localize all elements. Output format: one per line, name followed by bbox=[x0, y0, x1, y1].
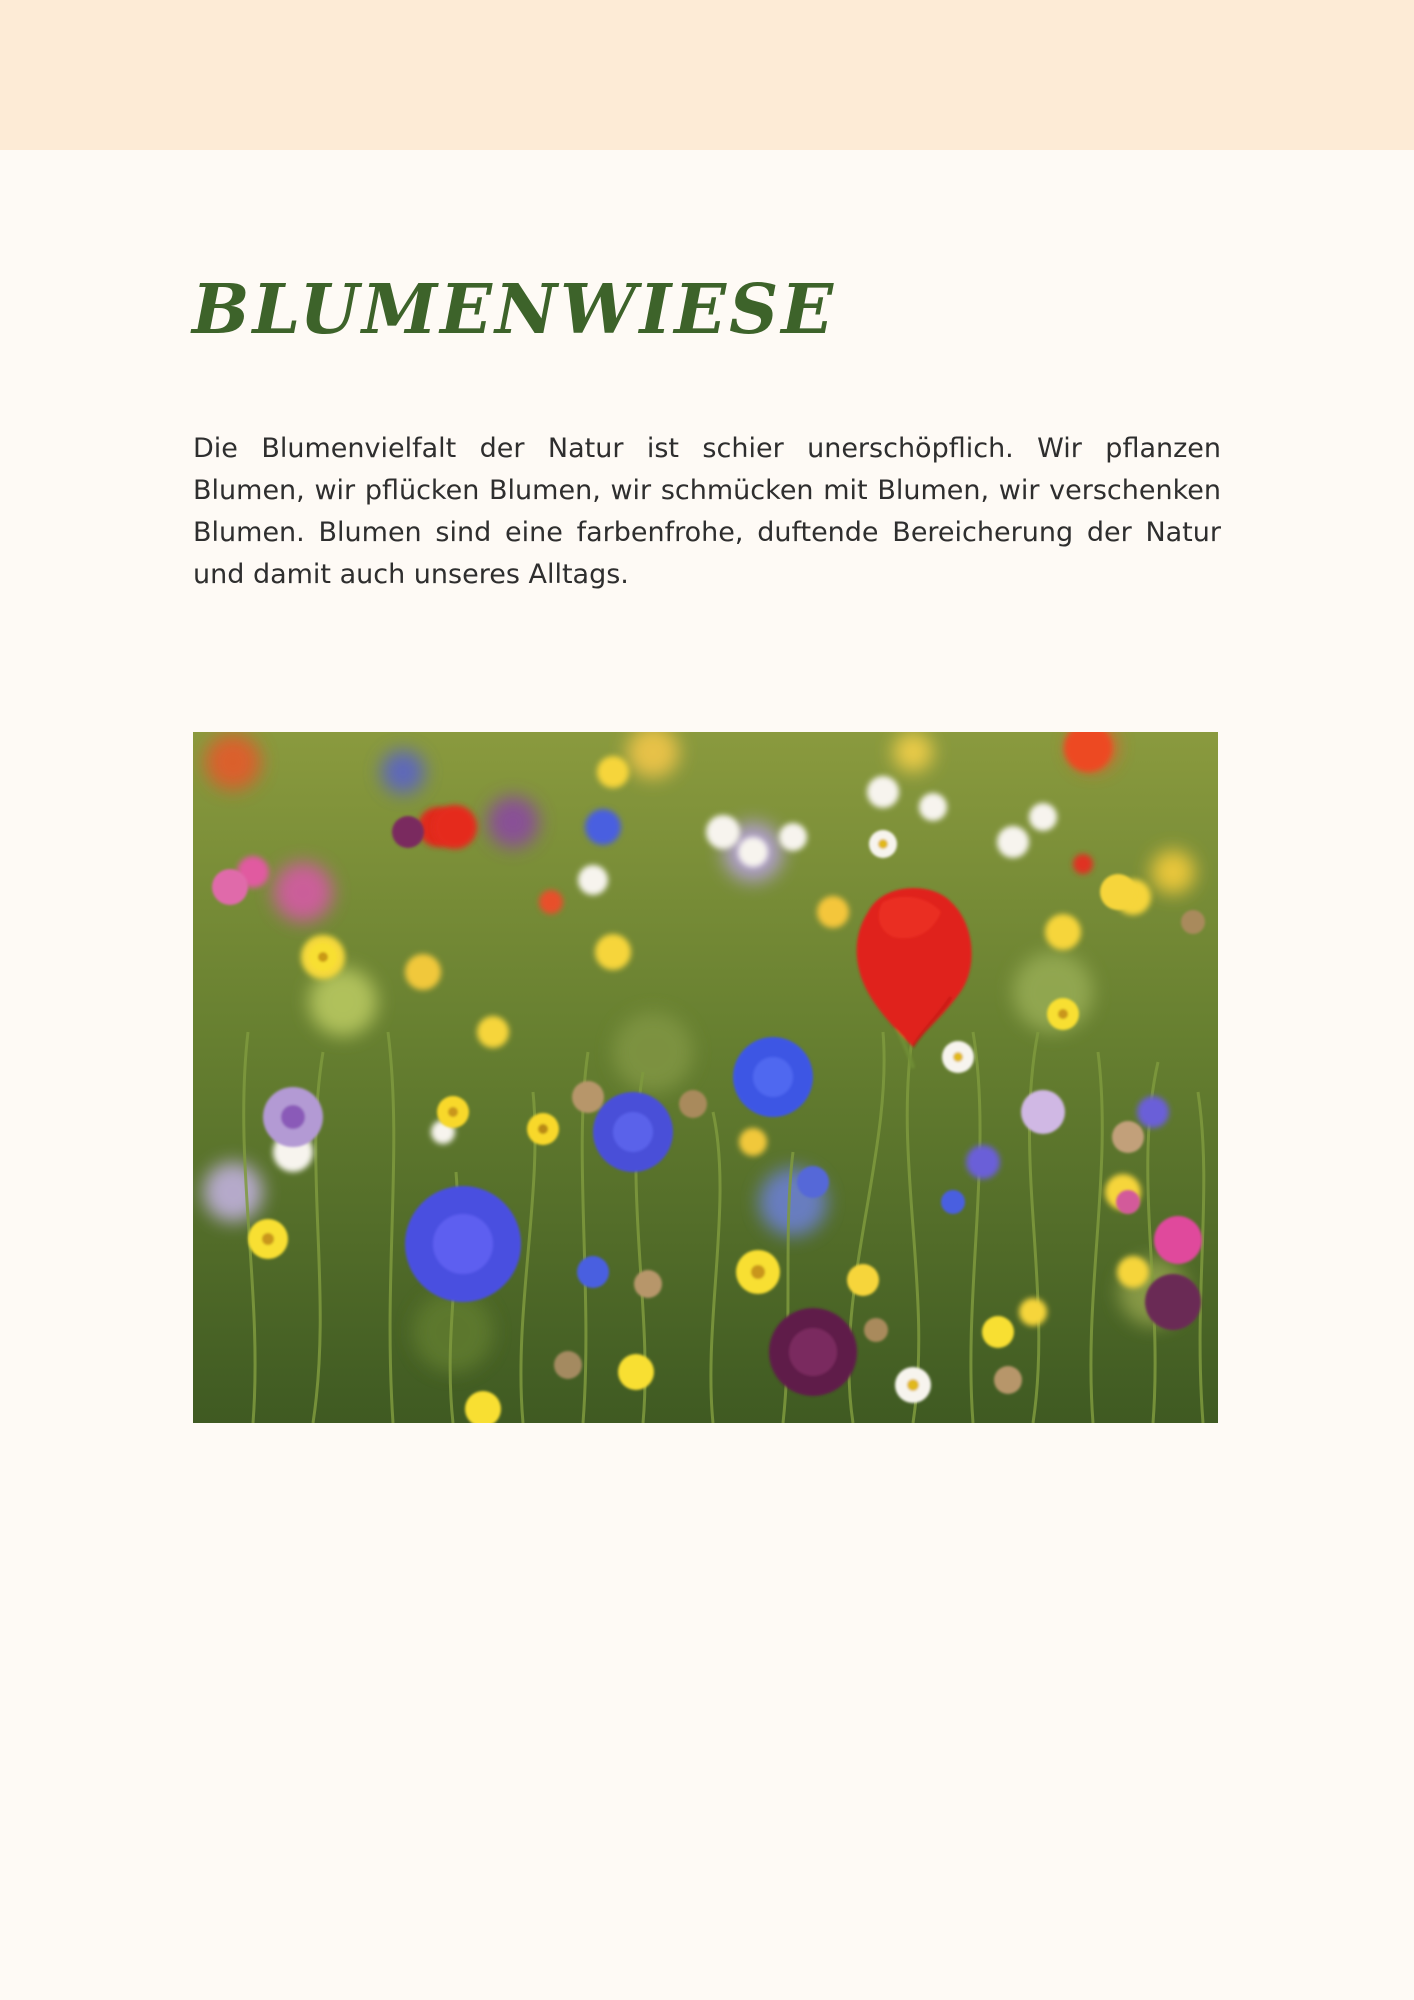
intro-paragraph: Die Blumenvielfalt der Natur ist schier unerschöpflich. Wir pflanzen Blumen, wir pflücken Blumen, wir schmücken mit Blumen, wir verschenken Blumen. Blumen sind eine farbenfrohe, duftende Bereicherung der Natur und damit auch unseres Alltags. bbox=[193, 433, 1221, 590]
top-band bbox=[0, 0, 1414, 150]
meadow-photo bbox=[193, 732, 1218, 1423]
page-title: BLUMENWIESE bbox=[192, 270, 837, 350]
